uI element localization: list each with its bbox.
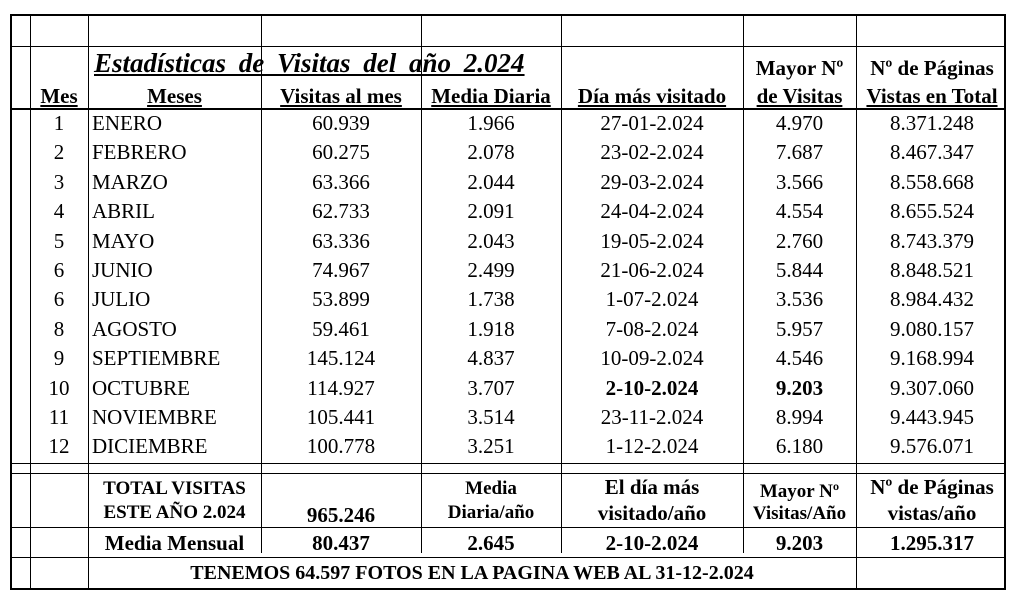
total-label-line2: ESTE AÑO 2.024 bbox=[103, 502, 246, 523]
row-paginas: 8.467.347 bbox=[890, 140, 974, 165]
row-number: 5 bbox=[53, 228, 65, 253]
row-paginas: 9.307.060 bbox=[890, 375, 974, 400]
total-dia-line2: visitado/año bbox=[597, 501, 707, 525]
row-media: 3.707 bbox=[467, 375, 515, 400]
row-number: 9 bbox=[53, 346, 65, 371]
row-visitas: 114.927 bbox=[307, 375, 375, 400]
grid-line bbox=[12, 527, 1004, 528]
header-mayor-line2: de Visitas bbox=[756, 84, 843, 108]
header-visitas: Visitas al mes bbox=[280, 84, 402, 108]
row-dia: 19-05-2.024 bbox=[600, 228, 704, 253]
row-mayor: 6.180 bbox=[775, 434, 824, 459]
row-media: 2.044 bbox=[467, 169, 515, 194]
row-month: JUNIO bbox=[92, 258, 153, 282]
row-dia: 1-12-2.024 bbox=[605, 434, 699, 459]
media-mensual-mayor: 9.203 bbox=[775, 531, 824, 555]
row-month: OCTUBRE bbox=[92, 375, 191, 400]
row-number: 3 bbox=[53, 169, 65, 194]
media-mensual-label: Media Mensual bbox=[104, 531, 245, 555]
row-media: 4.837 bbox=[467, 346, 515, 371]
total-paginas-line2: vistas/año bbox=[887, 501, 977, 525]
row-number: 6 bbox=[53, 258, 65, 282]
row-month: NOVIEMBRE bbox=[92, 405, 217, 429]
row-mayor: 4.546 bbox=[775, 346, 824, 371]
row-mayor: 5.957 bbox=[775, 316, 824, 341]
row-number: 2 bbox=[53, 140, 65, 165]
row-dia: 1-07-2.024 bbox=[605, 287, 699, 312]
row-number: 8 bbox=[53, 316, 65, 341]
total-dia-line1: El día más bbox=[604, 475, 700, 499]
row-paginas: 8.984.432 bbox=[890, 287, 974, 312]
total-mayor-line1: Mayor Nº bbox=[759, 481, 840, 502]
row-visitas: 53.899 bbox=[312, 287, 370, 312]
row-month: AGOSTO bbox=[92, 316, 177, 341]
total-paginas-line1: Nº de Páginas bbox=[870, 475, 994, 499]
row-number: 11 bbox=[48, 405, 70, 429]
row-visitas: 62.733 bbox=[312, 199, 370, 224]
row-month: DICIEMBRE bbox=[92, 434, 208, 459]
row-month: MAYO bbox=[92, 228, 155, 253]
header-paginas-line2: Vistas en Total bbox=[866, 84, 998, 108]
row-number: 12 bbox=[48, 434, 70, 459]
row-mayor: 2.760 bbox=[775, 228, 824, 253]
row-paginas: 9.168.994 bbox=[890, 346, 974, 371]
row-month: SEPTIEMBRE bbox=[92, 346, 221, 371]
row-paginas: 9.080.157 bbox=[890, 316, 974, 341]
row-dia: 21-06-2.024 bbox=[600, 258, 704, 282]
row-mayor: 4.970 bbox=[775, 111, 824, 135]
row-number: 10 bbox=[48, 375, 70, 400]
row-media: 2.043 bbox=[467, 228, 515, 253]
header-mayor-line1: Mayor Nº bbox=[755, 56, 844, 80]
total-visitas-value: 965.246 bbox=[306, 503, 376, 527]
statistics-table bbox=[10, 14, 1006, 590]
row-paginas: 8.655.524 bbox=[890, 199, 974, 224]
row-mayor: 8.994 bbox=[775, 405, 824, 429]
grid-line bbox=[12, 557, 1004, 558]
row-month: ABRIL bbox=[92, 199, 155, 224]
row-dia: 23-02-2.024 bbox=[600, 140, 704, 165]
row-paginas: 8.743.379 bbox=[890, 228, 974, 253]
row-visitas: 59.461 bbox=[312, 316, 370, 341]
row-mayor: 7.687 bbox=[775, 140, 824, 165]
header-mes: Mes bbox=[40, 84, 78, 108]
row-dia: 23-11-2.024 bbox=[600, 405, 704, 429]
row-month: ENERO bbox=[92, 111, 162, 135]
row-media: 1.966 bbox=[467, 111, 515, 135]
total-mayor-line2: Visitas/Año bbox=[752, 503, 847, 524]
row-month: JULIO bbox=[92, 287, 151, 312]
row-media: 1.738 bbox=[467, 287, 515, 312]
row-paginas: 9.443.945 bbox=[890, 405, 974, 429]
row-media: 3.514 bbox=[467, 405, 515, 429]
row-visitas: 63.336 bbox=[312, 228, 370, 253]
row-mayor: 3.536 bbox=[775, 287, 824, 312]
row-paginas: 8.848.521 bbox=[890, 258, 974, 282]
row-visitas: 145.124 bbox=[306, 346, 376, 371]
row-mayor: 9.203 bbox=[775, 375, 824, 400]
row-paginas: 8.371.248 bbox=[890, 111, 974, 135]
grid-line bbox=[12, 46, 1004, 47]
total-label-line1: TOTAL VISITAS bbox=[103, 478, 246, 499]
media-mensual-media: 2.645 bbox=[467, 531, 515, 555]
header-meses: Meses bbox=[147, 84, 202, 108]
row-visitas: 105.441 bbox=[306, 405, 376, 429]
row-visitas: 60.939 bbox=[312, 111, 370, 135]
row-number: 4 bbox=[53, 199, 65, 224]
row-media: 2.499 bbox=[467, 258, 515, 282]
grid-line bbox=[12, 108, 1004, 110]
media-mensual-paginas: 1.295.317 bbox=[890, 531, 974, 555]
media-mensual-visitas: 80.437 bbox=[312, 531, 370, 555]
row-dia: 29-03-2.024 bbox=[600, 169, 704, 194]
row-number: 6 bbox=[53, 287, 65, 312]
header-media: Media Diaria bbox=[431, 84, 551, 108]
total-media-line2: Diaria/año bbox=[447, 502, 535, 523]
row-visitas: 63.366 bbox=[312, 169, 370, 194]
row-visitas: 60.275 bbox=[312, 140, 370, 165]
total-media-line1: Media bbox=[465, 478, 517, 499]
row-dia: 24-04-2.024 bbox=[600, 199, 704, 224]
media-mensual-dia: 2-10-2.024 bbox=[605, 531, 699, 555]
row-dia: 27-01-2.024 bbox=[600, 111, 704, 135]
row-month: MARZO bbox=[92, 169, 168, 194]
row-number: 1 bbox=[53, 111, 65, 135]
footer-note: TENEMOS 64.597 FOTOS EN LA PAGINA WEB AL 31-12-2.024 bbox=[190, 562, 754, 584]
row-media: 2.078 bbox=[467, 140, 515, 165]
row-media: 2.091 bbox=[467, 199, 515, 224]
row-dia: 7-08-2.024 bbox=[605, 316, 699, 341]
grid-line bbox=[12, 463, 1004, 464]
row-dia: 2-10-2.024 bbox=[605, 375, 699, 400]
row-visitas: 74.967 bbox=[312, 258, 370, 282]
row-mayor: 4.554 bbox=[775, 199, 824, 224]
header-paginas-line1: Nº de Páginas bbox=[870, 56, 994, 80]
row-paginas: 8.558.668 bbox=[890, 169, 974, 194]
row-media: 3.251 bbox=[467, 434, 515, 459]
header-dia: Día más visitado bbox=[577, 84, 727, 108]
row-paginas: 9.576.071 bbox=[890, 434, 974, 459]
row-media: 1.918 bbox=[467, 316, 515, 341]
row-mayor: 3.566 bbox=[775, 169, 824, 194]
row-month: FEBRERO bbox=[92, 140, 187, 165]
grid-line bbox=[12, 473, 1004, 474]
page-title: Estadísticas de Visitas del año 2.024 bbox=[94, 48, 525, 78]
row-mayor: 5.844 bbox=[775, 258, 824, 282]
row-dia: 10-09-2.024 bbox=[600, 346, 704, 371]
row-visitas: 100.778 bbox=[306, 434, 376, 459]
